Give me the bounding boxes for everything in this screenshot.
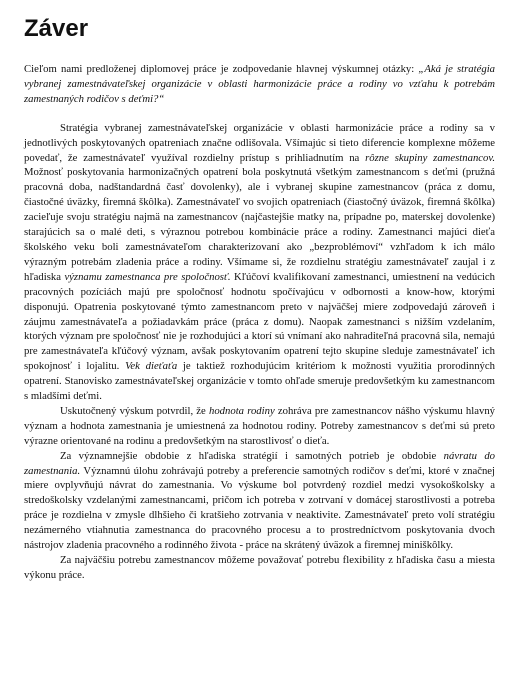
research-question: „Aká je stratégia vybranej zamestnávateľskej organizácie v oblasti harmonizácie práce a rodiny vo vzťahu k potrebám zamestnaných rodičov s deťmi?“ (24, 63, 496, 105)
paragraph-strategy: Stratégia vybranej zamestnávateľskej organizácie v oblasti harmonizácie práce a rodiny sa v jednotlivých poskytovaných opatreniach značne odlišovala. Všímajúc si tieto diferencie komplexne môžeme povedať, že zamestnávateľ využíval rozdielny prístup s prihliadnutím na rôzne skupiny zamestnancov. Možnosť poskytovania harmonizačných opatrení bola poskytnutá všetkým zamestnancom s deťmi (pružná pracovná doba, nadštandardná časť dovolenky), ale i vybranej skupine zamestnancov (práca z domu, čiastočné úväzky, firemná škôlka). Zamestnávateľ vo svojich opatreniach (čiastočný úväzok, firemná škôlka) zacieľuje svoju stratégiu najmä na zamestnancov (najčastejšie matky na, prípadne po, materskej dovolenke) starajúcich sa o malé deti, s výraznou potrebou kombinácie práce a rodiny. Zamestnanci majúci dieťa školského veku boli zamestnávateľom charakterizovaní ako „bezproblémoví“ vzhľadom k ich málo výrazným potrebám zladenia práce a rodiny. Všímame si, že rozdielnu stratégiu zamestnávateľ zaujal i z hľadiska významu zamestnanca pre spoločnosť. Kľúčoví kvalifikovaní zamestnanci, umiestnení na vedúcich pracovných pozíciách majú pre spoločnosť hodnotu spočívajúcu v odbornosti a know-how, ktorými disponujú. Opatrenia poskytované týmto zamestnancom preto v najväčšej miere zodpovedajú zároveň i záujmu zamestnávateľa a požiadavkám práce (práca z domu). Naopak zamestnanci s nižším vzdelaním, ktorých význam pre spoločnosť nie je rozhodujúci a ktorí sú vnímaní ako nahraditeľná pracovná sila, nemajú pre zamestnávateľa kľúčový význam, avšak poskytovaním opatrení tejto skupine sleduje zamestnávateľ ich spokojnosť i lojalitu. Vek dieťaťa je taktiež rozhodujúcim kritériom k možnosti využitia prorodinných opatrení. Stanovisko zamestnávateľskej organizácie v tomto ohľade smeruje predovšetkým ku zamestnancom s mladšími deťmi. (24, 121, 496, 403)
paragraph-family-value: Uskutočnený výskum potvrdil, že hodnota rodiny zohráva pre zamestnancov nášho výskumu hlavný význam a hodnota zamestnania je umiestnená za hodnotou rodiny. Potreby zamestnancov s deťmi sú preto výrazne orientované na rodinu a predovšetkým na starostlivosť o dieťa. (24, 404, 496, 447)
paragraph-return-to-work: Za významnejšie obdobie z hľadiska stratégií i samotných potrieb je obdobie návratu do zamestnania. Významnú úlohu zohrávajú potreby a preferencie samotných rodičov s deťmi, ktoré v značnej miere ovplyvňujú návrat do zamestnania. Vo výskume bol potvrdený rozdiel medzi vysokoškolsky a stredoškolsky vzdelanými zamestnancami, pričom ich potreba v zotrvaní v domácej starostlivosti a potreba práce je rozdielna v zmysle dlhšieho či kratšieho zotrvania v neaktivite. Zamestnávateľ preto volí stratégiu nezámerného vtiahnutia zamestnanca do pracovného procesu a to prostredníctvom poskytovania dvoch nástrojov zladenia pracovného a rodinného života - práce na skrátený úväzok a firemnej miniškôlky. (24, 449, 496, 552)
paragraph-flexibility: Za najväčšiu potrebu zamestnancov môžeme považovať potrebu flexibility z hľadiska času a miesta výkonu práce. (24, 554, 495, 581)
page-title: Záver (24, 15, 89, 42)
intro-lead: Cieľom nami predloženej diplomovej práce je zodpovedanie hlavnej výskumnej otázky: (24, 63, 415, 75)
intro-paragraph (24, 62, 495, 107)
